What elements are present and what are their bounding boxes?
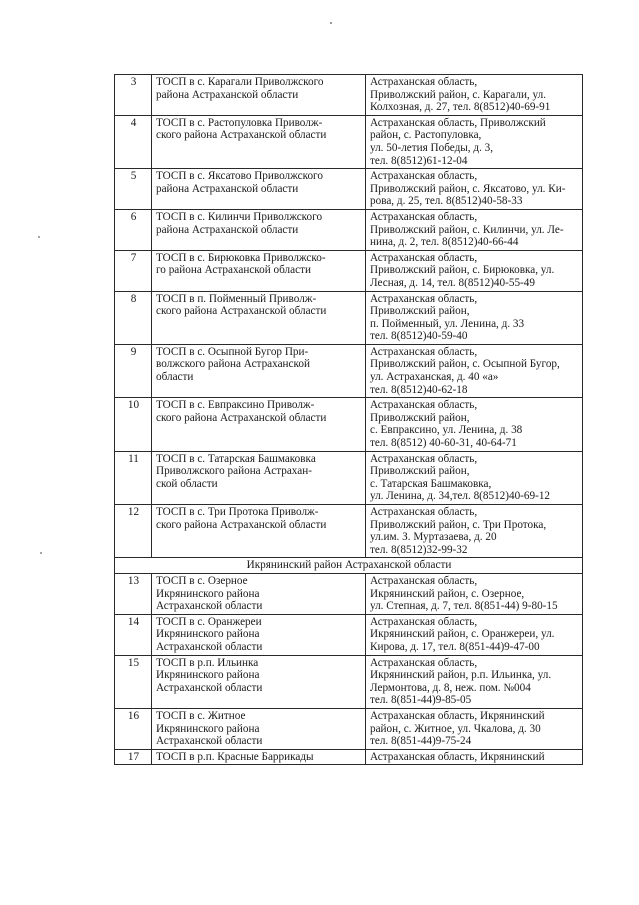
office-address: Астраханская область, Приволжский район, с. Три Протока, ул.им. З. Муртазаева, д. 20 тел. 8(8512)32-99-32	[366, 505, 583, 558]
office-name: ТОСП в с. Три Протока Приволж- ского района Астраханской области	[152, 505, 366, 558]
office-address: Астраханская область, Приволжский район, с. Килинчи, ул. Ле- нина, д. 2, тел. 8(8512)40-66-44	[366, 209, 583, 250]
office-address: Астраханская область, Икрянинский район, с. Оранжереи, ул. Кирова, д. 17, тел. 8(851-44)9-47-00	[366, 614, 583, 655]
table-row	[115, 708, 583, 749]
office-name: ТОСП в с. Татарская Башмаковка Приволжского района Астрахан- ской области	[152, 451, 366, 504]
office-name: ТОСП в с. Растопуловка Приволж- ского района Астраханской области	[152, 115, 366, 168]
office-address: Астраханская область, Икрянинский район, с. Озерное, ул. Степная, д. 7, тел. 8(851-44) 9-80-15	[366, 573, 583, 614]
office-address: Астраханская область, Приволжский район, с. Евпраксино, ул. Ленина, д. 38 тел. 8(8512) 40-60-31, 40-64-71	[366, 398, 583, 451]
office-address: Астраханская область, Икрянинский район, с. Житное, ул. Чкалова, д. 30 тел. 8(851-44)9-75-24	[366, 708, 583, 749]
row-number: 11	[115, 451, 152, 504]
row-number: 17	[115, 749, 152, 765]
table-row	[115, 749, 583, 765]
row-number: 5	[115, 169, 152, 210]
office-name: ТОСП в с. Осыпной Бугор При- волжского района Астраханской области	[152, 344, 366, 397]
table-row	[115, 169, 583, 210]
scan-speck	[40, 552, 42, 554]
office-address: Астраханская область, Приволжский район, с. Яксатово, ул. Ки- рова, д. 25, тел. 8(8512)40-58-33	[366, 169, 583, 210]
office-address: Астраханская область, Приволжский район, с. Карагали, ул. Колхозная, д. 27, тел. 8(8512)40-69-91	[366, 75, 583, 116]
table-row	[115, 655, 583, 708]
table-row	[115, 344, 583, 397]
offices-table	[114, 74, 583, 765]
table-row	[115, 75, 583, 116]
office-name: ТОСП в р.п. Ильинка Икрянинского района Астраханской области	[152, 655, 366, 708]
row-number: 12	[115, 505, 152, 558]
row-number: 4	[115, 115, 152, 168]
table-row	[115, 505, 583, 558]
row-number: 10	[115, 398, 152, 451]
row-number: 3	[115, 75, 152, 116]
office-address: Астраханская область, Приволжский район, с. Бирюковка, ул. Лесная, д. 14, тел. 8(8512)40-55-49	[366, 250, 583, 291]
row-number: 14	[115, 614, 152, 655]
row-number: 9	[115, 344, 152, 397]
office-name: ТОСП в с. Озерное Икрянинского района Астраханской области	[152, 573, 366, 614]
office-address: Астраханская область, Приволжский район, с. Татарская Башмаковка, ул. Ленина, д. 34,тел. 8(8512)40-69-12	[366, 451, 583, 504]
office-name: ТОСП в с. Бирюковка Приволжско- го района Астраханской области	[152, 250, 366, 291]
office-name: ТОСП в с. Евпраксино Приволж- ского района Астраханской области	[152, 398, 366, 451]
row-number: 8	[115, 291, 152, 344]
office-name: ТОСП в с. Житное Икрянинского района Астраханской области	[152, 708, 366, 749]
table-row	[115, 398, 583, 451]
office-name: ТОСП в р.п. Красные Баррикады	[152, 749, 366, 765]
row-number: 6	[115, 209, 152, 250]
office-name: ТОСП в п. Пойменный Приволж- ского района Астраханской области	[152, 291, 366, 344]
office-address: Астраханская область, Икрянинский	[366, 749, 583, 765]
table-row	[115, 573, 583, 614]
row-number: 13	[115, 573, 152, 614]
table-row	[115, 451, 583, 504]
office-address: Астраханская область, Икрянинский район, р.п. Ильинка, ул. Лермонтова, д. 8, неж. пом. №004 тел. 8(851-44)9-85-05	[366, 655, 583, 708]
table-row	[115, 250, 583, 291]
scan-speck	[38, 236, 40, 238]
table-row	[115, 115, 583, 168]
section-header-row	[115, 558, 583, 574]
table-row	[115, 614, 583, 655]
table-body-part1	[115, 75, 583, 765]
row-number: 16	[115, 708, 152, 749]
office-name: ТОСП в с. Карагали Приволжского района Астраханской области	[152, 75, 366, 116]
office-address: Астраханская область, Приволжский район, с. Осыпной Бугор, ул. Астраханская, д. 40 «а» тел. 8(8512)40-62-18	[366, 344, 583, 397]
office-address: Астраханская область, Приволжский район, с. Растопуловка, ул. 50-летия Победы, д. 3, тел. 8(8512)61-12-04	[366, 115, 583, 168]
office-name: ТОСП в с. Килинчи Приволжского района Астраханской области	[152, 209, 366, 250]
table-row	[115, 209, 583, 250]
scan-dot	[330, 22, 332, 24]
office-name: ТОСП в с. Яксатово Приволжского района Астраханской области	[152, 169, 366, 210]
row-number: 15	[115, 655, 152, 708]
office-address: Астраханская область, Приволжский район, п. Пойменный, ул. Ленина, д. 33 тел. 8(8512)40-59-40	[366, 291, 583, 344]
row-number: 7	[115, 250, 152, 291]
section-title: Икрянинский район Астраханской области	[115, 558, 583, 574]
office-name: ТОСП в с. Оранжереи Икрянинского района Астраханской области	[152, 614, 366, 655]
table-row	[115, 291, 583, 344]
